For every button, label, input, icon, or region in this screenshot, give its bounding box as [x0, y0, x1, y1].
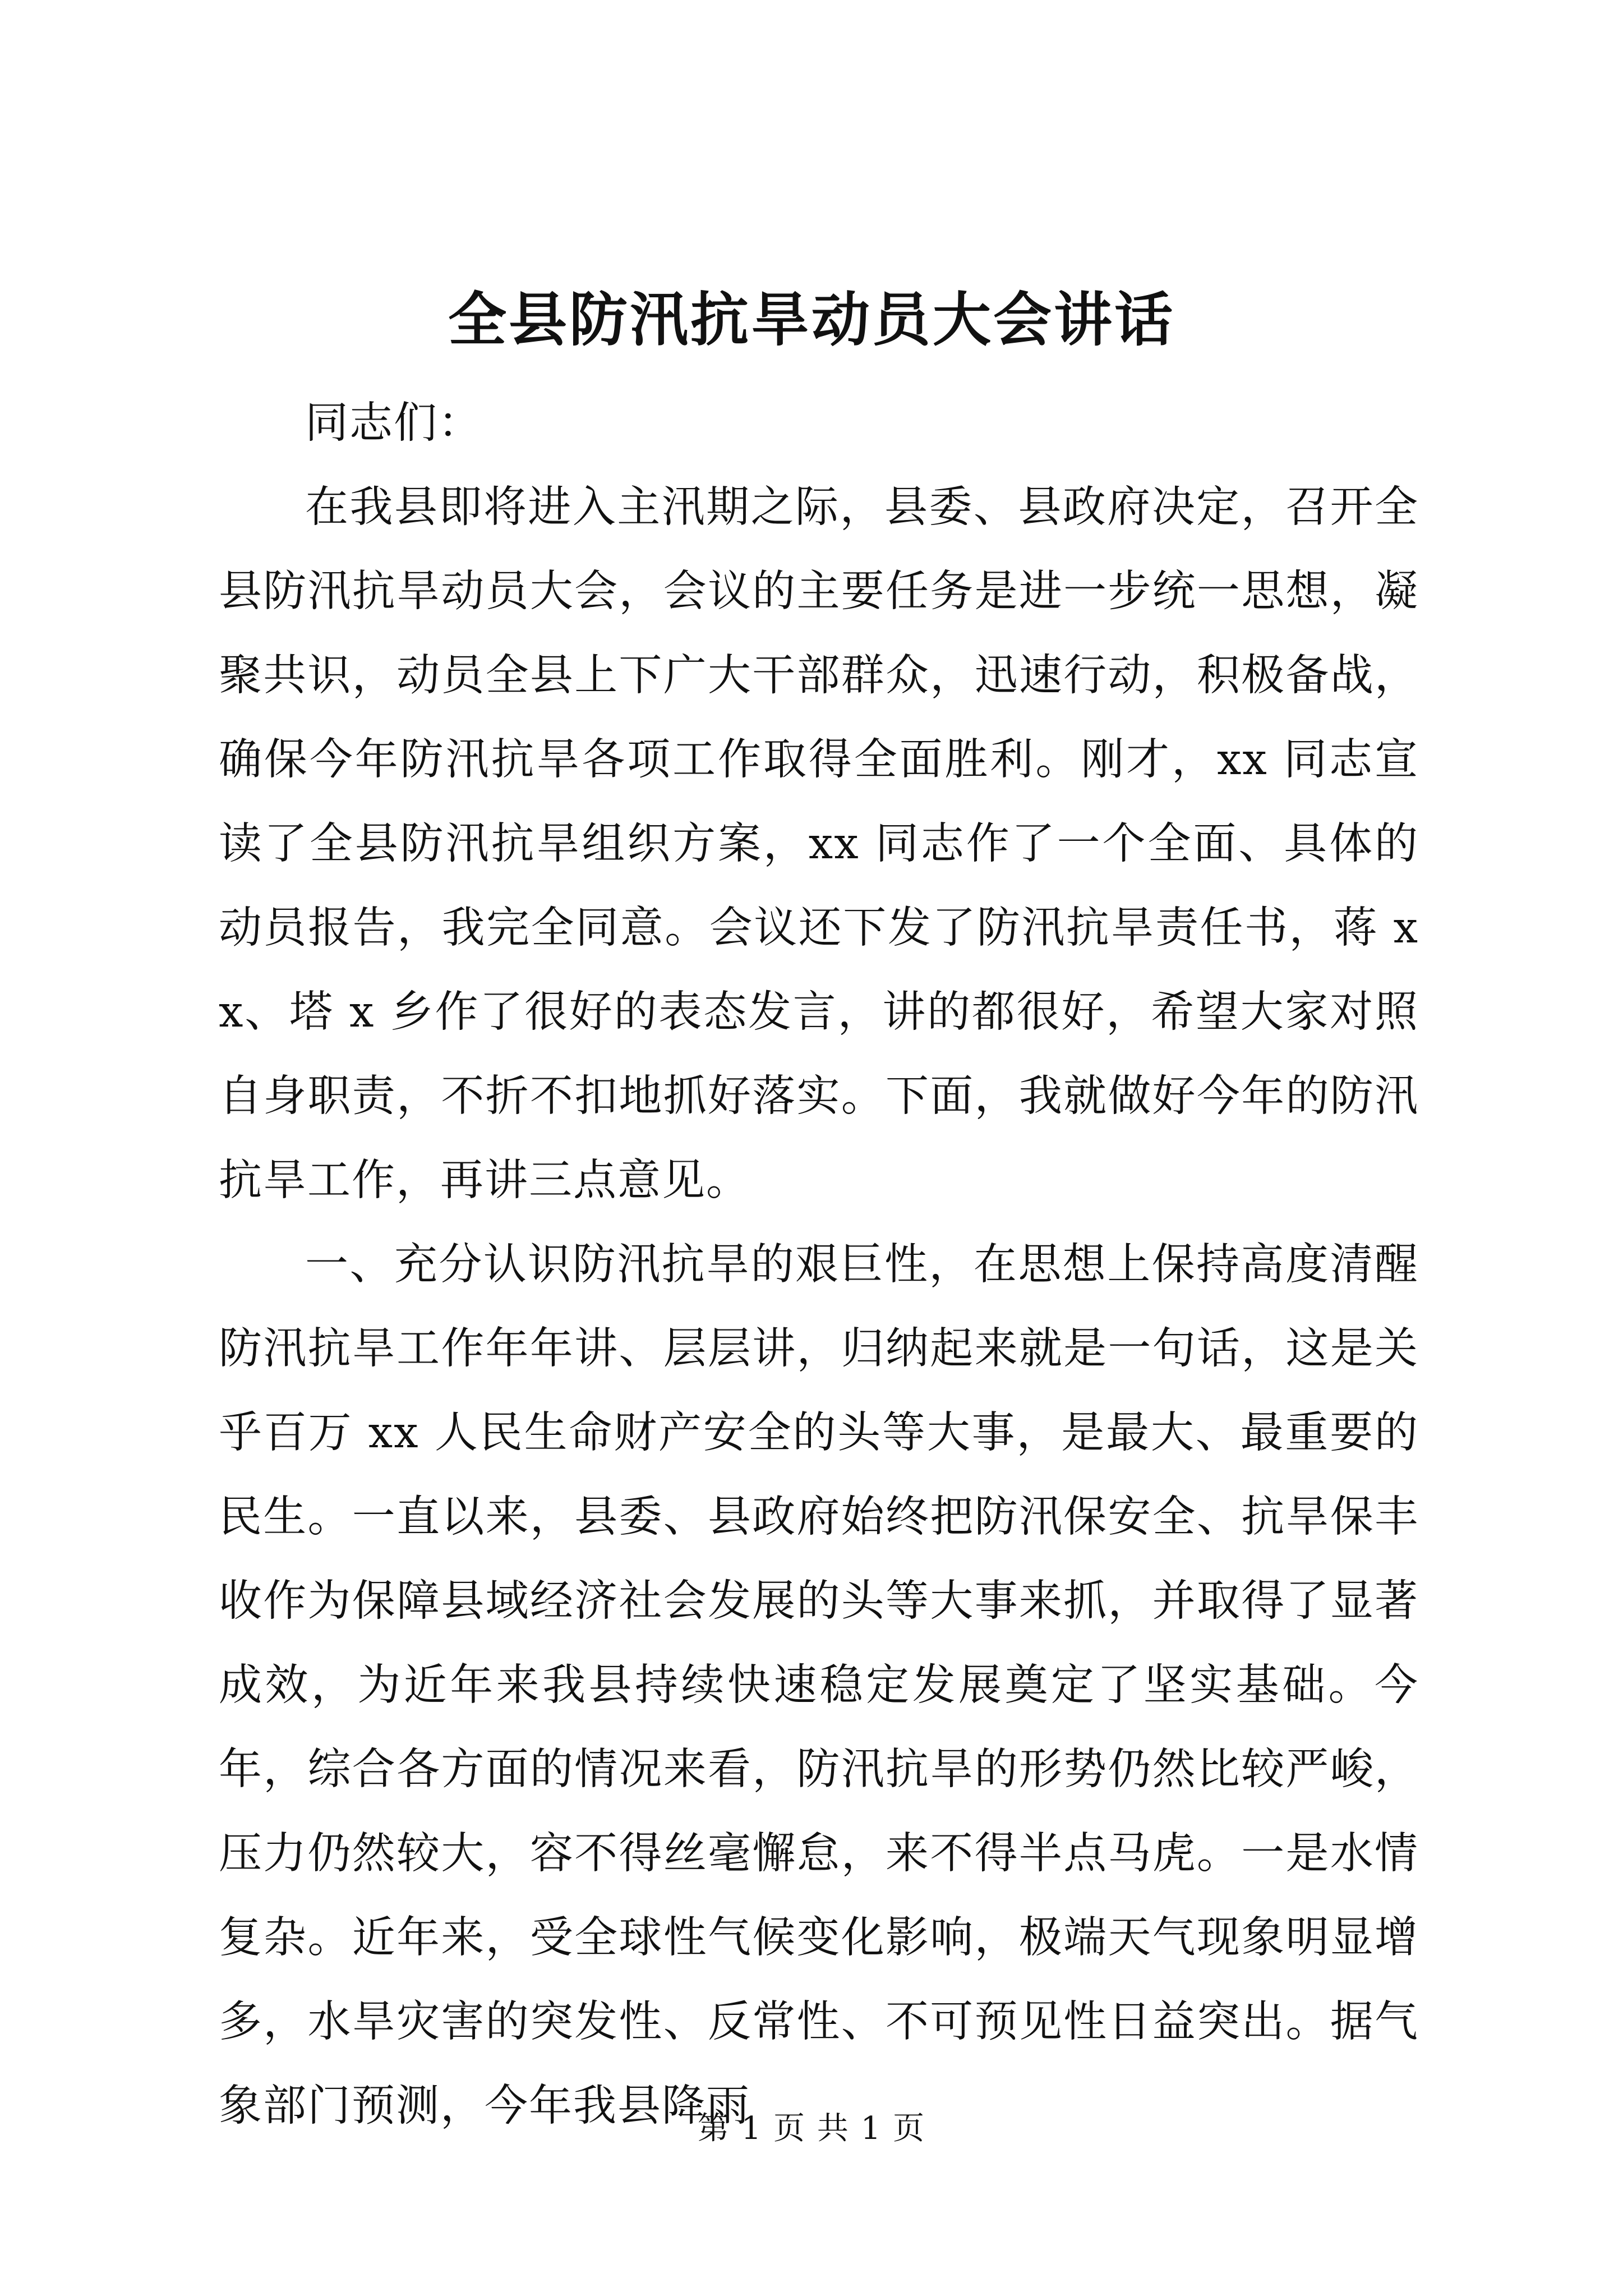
document-body — [219, 381, 1419, 2148]
salutation: 同志们： — [305, 398, 482, 448]
paragraph: 一、充分认识防汛抗旱的艰巨性，在思想上保持高度清醒防汛抗旱工作年年讲、层层讲，归纳起来就是一句话，这是关乎百万 xx 人民生命财产安全的头等大事，是最大、最重要的民生。一直以来，县委、县政府始终把防汛保安全、抗旱保丰收作为保障县域经济社会发展的头等大事来抓，并取得了显著成效，为近年来我县持续快速稳定发展奠定了坚实基础。今年，综合各方面的情况来看，防汛抗旱的形势仍然比较严峻，压力仍然较大，容不得丝毫懈怠，来不得半点马虎。一是水情复杂。近年来，受全球性气候变化影响，极端天气现象明显增多，水旱灾害的突发性、反常性、不可预见性日益突出。据气象部门预测，今年我县降雨 — [219, 1240, 1419, 2131]
document-title: 全县防汛抗旱动员大会讲话 — [448, 285, 1175, 354]
page-number-footer: 第 1 页 共 1 页 — [697, 2110, 926, 2147]
paragraph: 在我县即将进入主汛期之际，县委、县政府决定，召开全县防汛抗旱动员大会，会议的主要任务是进一步统一思想，凝聚共识，动员全县上下广大干部群众，迅速行动，积极备战，确保今年防汛抗旱各项工作取得全面胜利。刚才，xx 同志宣读了全县防汛抗旱组织方案，xx 同志作了一个全面、具体的动员报告，我完全同意。会议还下发了防汛抗旱责任书，蒋 xx、塔 x 乡作了很好的表态发言，讲的都很好，希望大家对照自身职责，不折不扣地抓好落实。下面，我就做好今年的防汛抗旱工作，再讲三点意见。 — [219, 482, 1419, 1205]
